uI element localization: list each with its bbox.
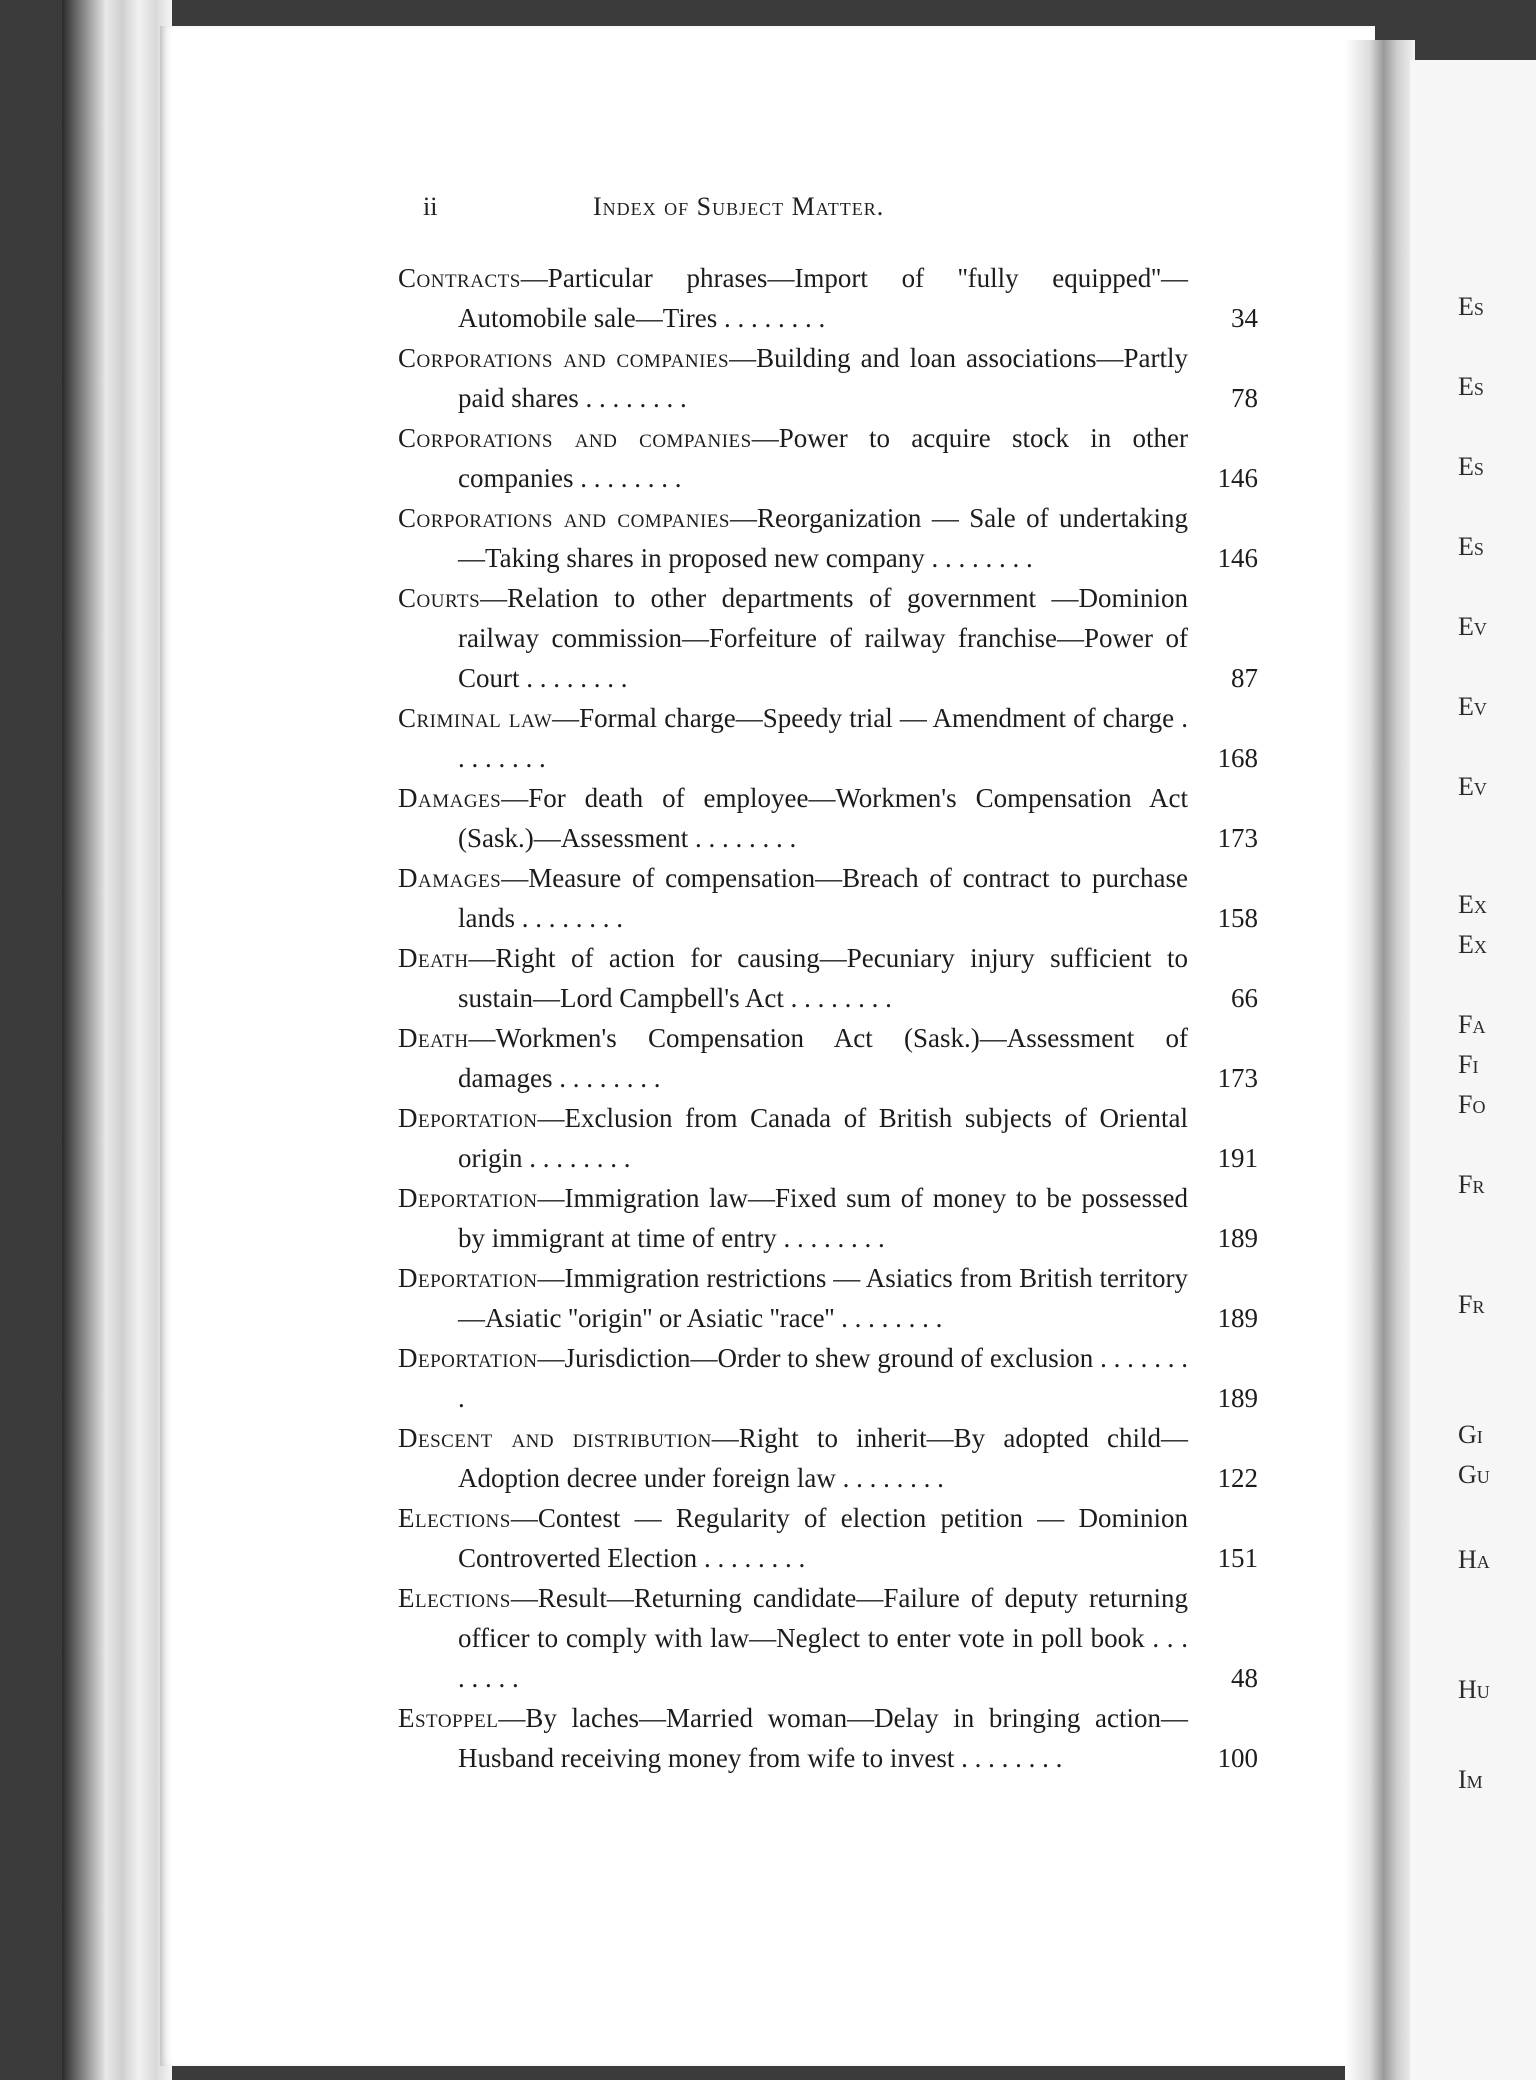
index-entry [398,578,1258,698]
entry-page-number: 189 [1217,1303,1258,1333]
dot-leader: . . . . . . . . [954,1743,1063,1773]
entry-text [398,498,1189,578]
right-page-fragment: Ha [1458,1545,1490,1574]
entry-text [398,1498,1188,1578]
entry-page-number: 151 [1217,1543,1258,1573]
entry-heading: Corporations and companies [398,343,730,373]
entry-text [398,778,1188,858]
entry-page-number: 66 [1231,983,1258,1013]
dot-leader: . . . . . . . . [522,1143,631,1173]
entry-page-number: 100 [1217,1743,1258,1773]
right-page-fragment: Fi [1458,1050,1479,1079]
index-entries [398,258,1258,1778]
right-page-fragment: Hu [1458,1675,1490,1704]
index-entry [398,698,1258,778]
index-entry [398,1698,1258,1778]
right-page-fragment: Fr [1458,1290,1485,1319]
dot-leader: . . . . . . . . [458,1623,1188,1693]
entry-heading: Deportation [398,1263,538,1293]
entry-heading: Corporations and companies [398,423,752,453]
dot-leader: . . . . . . . . [697,1543,806,1573]
entry-text [398,418,1189,498]
entry-description: —Jurisdiction—Order to shew ground of exclusion [537,1343,1094,1373]
right-page-fragment: Ev [1458,692,1487,721]
dot-leader: . . . . . . . . [458,1343,1189,1413]
entry-text [398,578,1188,698]
entry-description: —Immigration restrictions — Asiatics from British territory—Asiatic ''origin'' or Asiatic ''race'' [458,1263,1188,1333]
entry-page-number: 189 [1217,1223,1258,1253]
entry-description: —Result—Returning candidate—Failure of deputy returning officer to comply with law—Neglect to enter vote in poll book [458,1583,1188,1653]
index-entry [398,1258,1258,1338]
dot-leader: . . . . . . . . [834,1303,943,1333]
entry-page-number: 34 [1231,303,1258,333]
index-entry [398,418,1258,498]
book-page-edges [62,0,172,2080]
book-gutter [1345,40,1415,2080]
entry-text [398,938,1188,1018]
entry-page-number: 158 [1217,903,1258,933]
index-entry [398,858,1258,938]
entry-description: —Exclusion from Canada of British subjects of Oriental origin [458,1103,1188,1173]
entry-page-number: 191 [1217,1143,1258,1173]
entry-heading: Deportation [398,1183,538,1213]
right-page-fragment: Ex [1458,890,1487,919]
entry-heading: Deportation [398,1343,538,1373]
entry-description: —Reorganization — Sale of undertaking—Taking shares in proposed new company [458,503,1189,573]
entry-page-number: 87 [1231,663,1258,693]
entry-text [398,858,1188,938]
dot-leader: . . . . . . . . [458,703,1188,773]
entry-heading: Elections [398,1583,511,1613]
entry-page-number: 146 [1217,463,1258,493]
dot-leader: . . . . . . . . [573,463,682,493]
right-page-fragment: Ev [1458,612,1487,641]
entry-text [398,1178,1188,1258]
entry-text [398,258,1188,338]
index-entry [398,498,1258,578]
index-entry [398,1578,1258,1698]
entry-description: —Workmen's Compensation Act (Sask.)—Assessment of damages [458,1023,1188,1093]
right-page-fragment: Gu [1458,1460,1490,1489]
entry-heading: Corporations and companies [398,503,730,533]
entry-page-number: 173 [1217,823,1258,853]
index-entry [398,1418,1258,1498]
entry-page-number: 173 [1217,1063,1258,1093]
right-page-fragment: Im [1458,1765,1483,1794]
dot-leader: . . . . . . . . [519,663,628,693]
entry-description: —For death of employee—Workmen's Compensation Act (Sask.)—Assessment [458,783,1188,853]
entry-description: —Measure of compensation—Breach of contract to purchase lands [458,863,1188,933]
entry-description: —By laches—Married woman—Delay in bringing action—Husband receiving money from wife to invest [458,1703,1188,1773]
right-page-fragment: Es [1458,532,1484,561]
entry-description: —Right to inherit—By adopted child—Adoption decree under foreign law [458,1423,1188,1493]
index-entry [398,938,1258,1018]
entry-text [398,338,1188,418]
index-entry [398,338,1258,418]
entry-text [398,698,1188,778]
entry-heading: Criminal law [398,703,553,733]
entry-heading: Estoppel [398,1703,499,1733]
entry-page-number: 168 [1217,743,1258,773]
entry-description: —Formal charge—Speedy trial — Amendment of charge [552,703,1175,733]
entry-description: —Right of action for causing—Pecuniary injury sufficient to sustain—Lord Campbell's Act [458,943,1188,1013]
entry-page-number: 48 [1231,1663,1258,1693]
entry-heading: Elections [398,1503,511,1533]
right-page-fragment: Fr [1458,1170,1485,1199]
entry-description: —Building and loan associations—Partly paid shares [458,343,1188,413]
dot-leader: . . . . . . . . [688,823,797,853]
entry-page-number: 78 [1231,383,1258,413]
right-page-fragment: Es [1458,452,1484,481]
right-page-fragment: Es [1458,292,1484,321]
page-header [423,192,1203,232]
right-page-fragments [1458,0,1536,2080]
index-entry [398,1018,1258,1098]
dot-leader: . . . . . . . . [835,1463,944,1493]
right-page-fragment: Fa [1458,1010,1486,1039]
entry-heading: Death [398,943,469,973]
entry-text [398,1338,1189,1418]
right-page-fragment: Ev [1458,772,1487,801]
page-folio: ii [423,192,438,221]
index-entry [398,778,1258,858]
entry-text [398,1098,1188,1178]
entry-heading: Deportation [398,1103,538,1133]
entry-page-number: 189 [1217,1383,1258,1413]
entry-heading: Descent and distribution [398,1423,712,1453]
entry-heading: Contracts [398,263,521,293]
entry-description: —Relation to other departments of government —Dominion railway commission—Forfeiture of railway franchise—Power of Court [458,583,1188,693]
dot-leader: . . . . . . . . [924,543,1033,573]
entry-description: —Contest — Regularity of election petition — Dominion Controverted Election [458,1503,1188,1573]
entry-description: —Power to acquire stock in other companies [458,423,1189,493]
dot-leader: . . . . . . . . [717,303,826,333]
index-entry [398,258,1258,338]
entry-description: —Particular phrases—Import of ''fully equipped''—Automobile sale—Tires [458,263,1188,333]
entry-text [398,1418,1188,1498]
right-page-fragment: Fo [1458,1090,1486,1119]
dot-leader: . . . . . . . . [776,1223,885,1253]
entry-heading: Death [398,1023,469,1053]
right-page-fragment: Gi [1458,1420,1483,1449]
dot-leader: . . . . . . . . [515,903,623,933]
index-entry [398,1498,1258,1578]
right-page-fragment: Ex [1458,930,1487,959]
entry-description: —Immigration law—Fixed sum of money to be possessed by immigrant at time of entry [458,1183,1188,1253]
entry-heading: Courts [398,583,481,613]
entry-text [398,1698,1188,1778]
running-title: Index of Subject Matter. [593,192,885,221]
entry-heading: Damages [398,783,502,813]
dot-leader: . . . . . . . . [552,1063,661,1093]
dot-leader: . . . . . . . . [783,983,892,1013]
entry-text [398,1018,1188,1098]
dot-leader: . . . . . . . . [578,383,687,413]
entry-heading: Damages [398,863,502,893]
right-page-fragment: Es [1458,372,1484,401]
index-entry [398,1338,1258,1418]
index-entry [398,1098,1258,1178]
entry-text [398,1578,1188,1698]
entry-text [398,1258,1188,1338]
entry-page-number: 122 [1217,1463,1258,1493]
entry-page-number: 146 [1217,543,1258,573]
index-entry [398,1178,1258,1258]
